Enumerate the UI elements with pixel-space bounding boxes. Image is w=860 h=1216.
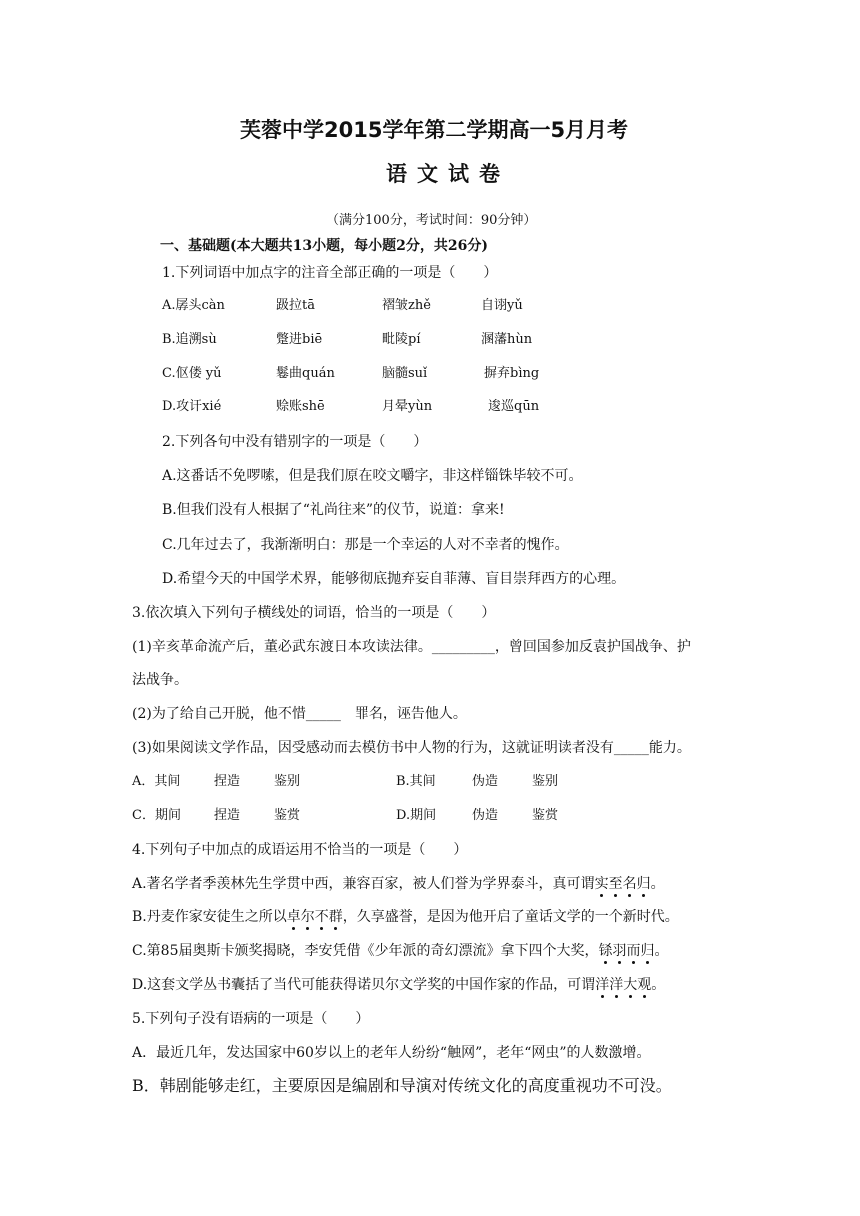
q4-b-text: B.丹麦作家安徒生之所以 bbox=[132, 909, 287, 925]
q4-d-text: D.这套文学丛书囊括了当代可能获得诺贝尔文学奖的中国作家的作品，可谓 bbox=[132, 977, 596, 993]
q2-option-b: B.但我们没有人根据了“礼尚往来”的仪节，说道：拿来! bbox=[162, 502, 505, 518]
q4-b-idiom: 卓尔不群 bbox=[286, 909, 343, 925]
q3-b-word3: 鉴别 bbox=[532, 774, 559, 789]
q5-option-b: B．韩剧能够走红，主要原因是编剧和导演对传统文化的高度重视功不可没。 bbox=[132, 1076, 672, 1095]
q3-sentence-3: (3)如果阅读文学作品，因受感动而去模仿书中人物的行为，这就证明读者没有_____能力。 bbox=[132, 740, 691, 756]
q1-d-item2: 赊账shē bbox=[276, 399, 325, 414]
q3-c-word1: C．期间 bbox=[132, 808, 181, 823]
q1-c-item3: 脑髓suǐ bbox=[382, 366, 428, 381]
q4-b-end: ，久享盛誉，是因为他开启了童话文学的一个新时代。 bbox=[342, 909, 679, 925]
q1-b-item2: 蹩进biē bbox=[276, 332, 323, 347]
q4-c-end: 。 bbox=[654, 943, 669, 959]
q3-d-word3: 鉴赏 bbox=[532, 808, 559, 823]
q1-d-item4: 逡巡qūn bbox=[488, 399, 540, 414]
q4-c-idiom: 铩羽而归 bbox=[598, 943, 655, 959]
q3-c-word3: 鉴赏 bbox=[274, 808, 301, 823]
q3-stem: 3.依次填入下列句子横线处的词语，恰当的一项是（ ） bbox=[132, 605, 496, 621]
q1-b-item1: B.追溯sù bbox=[162, 332, 217, 347]
q4-d-end: 。 bbox=[651, 977, 666, 993]
q3-sentence-2: (2)为了给自己开脱，他不惜_____ 罪名，诬告他人。 bbox=[132, 706, 467, 722]
q1-a-item1: A.孱头càn bbox=[162, 298, 225, 313]
q1-c-item4: 摒弃bìng bbox=[484, 366, 540, 381]
q4-a-end: 。 bbox=[650, 876, 665, 892]
q4-c-text: C.第85届奥斯卡颁奖揭晓，李安凭借《少年派的奇幻漂流》拿下四个大奖， bbox=[132, 943, 599, 959]
q4-option-b bbox=[132, 907, 679, 927]
q1-b-item4: 溷藩hùn bbox=[481, 332, 533, 347]
exam-title: 芙蓉中学2015学年第二学期高一5月月考 bbox=[240, 118, 629, 142]
q1-a-item3: 褶皱zhě bbox=[382, 298, 431, 313]
q4-option-a bbox=[132, 874, 665, 894]
q3-b-word2: 伪造 bbox=[472, 774, 499, 789]
q1-a-item2: 趿拉tā bbox=[276, 298, 315, 313]
q1-a-item4: 自诩yǔ bbox=[481, 298, 523, 313]
q4-d-idiom: 洋洋大观 bbox=[595, 977, 652, 993]
q1-d-item3: 月晕yùn bbox=[382, 399, 433, 414]
section-heading: 一、基础题(本大题共13小题，每小题2分，共26分) bbox=[160, 238, 488, 254]
q3-d-word1: D.期间 bbox=[396, 808, 437, 823]
q3-a-word3: 鉴别 bbox=[274, 774, 301, 789]
q4-stem: 4.下列句子中加点的成语运用不恰当的一项是（ ） bbox=[132, 842, 468, 858]
q1-b-item3: 毗陵pí bbox=[382, 332, 421, 347]
q3-c-word2: 捏造 bbox=[214, 808, 241, 823]
exam-info: （满分100分，考试时间：90分钟） bbox=[326, 213, 537, 228]
q5-option-a: A．最近几年，发达国家中60岁以上的老年人纷纷“触网”，老年“网虫”的人数激增。 bbox=[132, 1045, 651, 1061]
q1-c-item2: 鬈曲quán bbox=[276, 366, 335, 381]
q1-stem: 1.下列词语中加点字的注音全部正确的一项是（ ） bbox=[162, 265, 498, 281]
q4-a-text: A.著名学者季羡林先生学贯中西，兼容百家，被人们誉为学界泰斗，真可谓 bbox=[132, 876, 595, 892]
q2-stem: 2.下列各句中没有错别字的一项是（ ） bbox=[162, 434, 428, 450]
q3-a-word1: A．其间 bbox=[132, 774, 181, 789]
q4-option-c bbox=[132, 941, 668, 961]
q5-stem: 5.下列句子没有语病的一项是（ ） bbox=[132, 1011, 370, 1027]
q1-c-item1: C.伛偻 yǔ bbox=[162, 366, 222, 381]
q2-option-a: A.这番话不免啰嗦，但是我们原在咬文嚼字，非这样锱铢毕较不可。 bbox=[162, 468, 583, 484]
q3-b-word1: B.其间 bbox=[396, 774, 436, 789]
q3-a-word2: 捏造 bbox=[214, 774, 241, 789]
q3-sentence-1: (1)辛亥革命流产后，董必武东渡日本攻读法律。_________，曾回国参加反袁护国战争、护 bbox=[132, 639, 691, 655]
q2-option-d: D.希望今天的中国学术界，能够彻底抛弃妄自菲薄、盲目崇拜西方的心理。 bbox=[162, 571, 626, 587]
exam-subtitle: 语文试卷 bbox=[386, 162, 510, 186]
q4-option-d bbox=[132, 975, 665, 995]
q1-d-item1: D.攻讦xié bbox=[162, 399, 222, 414]
q3-sentence-1-cont: 法战争。 bbox=[132, 672, 188, 688]
q3-d-word2: 伪造 bbox=[472, 808, 499, 823]
q2-option-c: C.几年过去了，我渐渐明白：那是一个幸运的人对不幸者的愧作。 bbox=[162, 537, 569, 553]
q4-a-idiom: 实至名归 bbox=[594, 876, 651, 892]
